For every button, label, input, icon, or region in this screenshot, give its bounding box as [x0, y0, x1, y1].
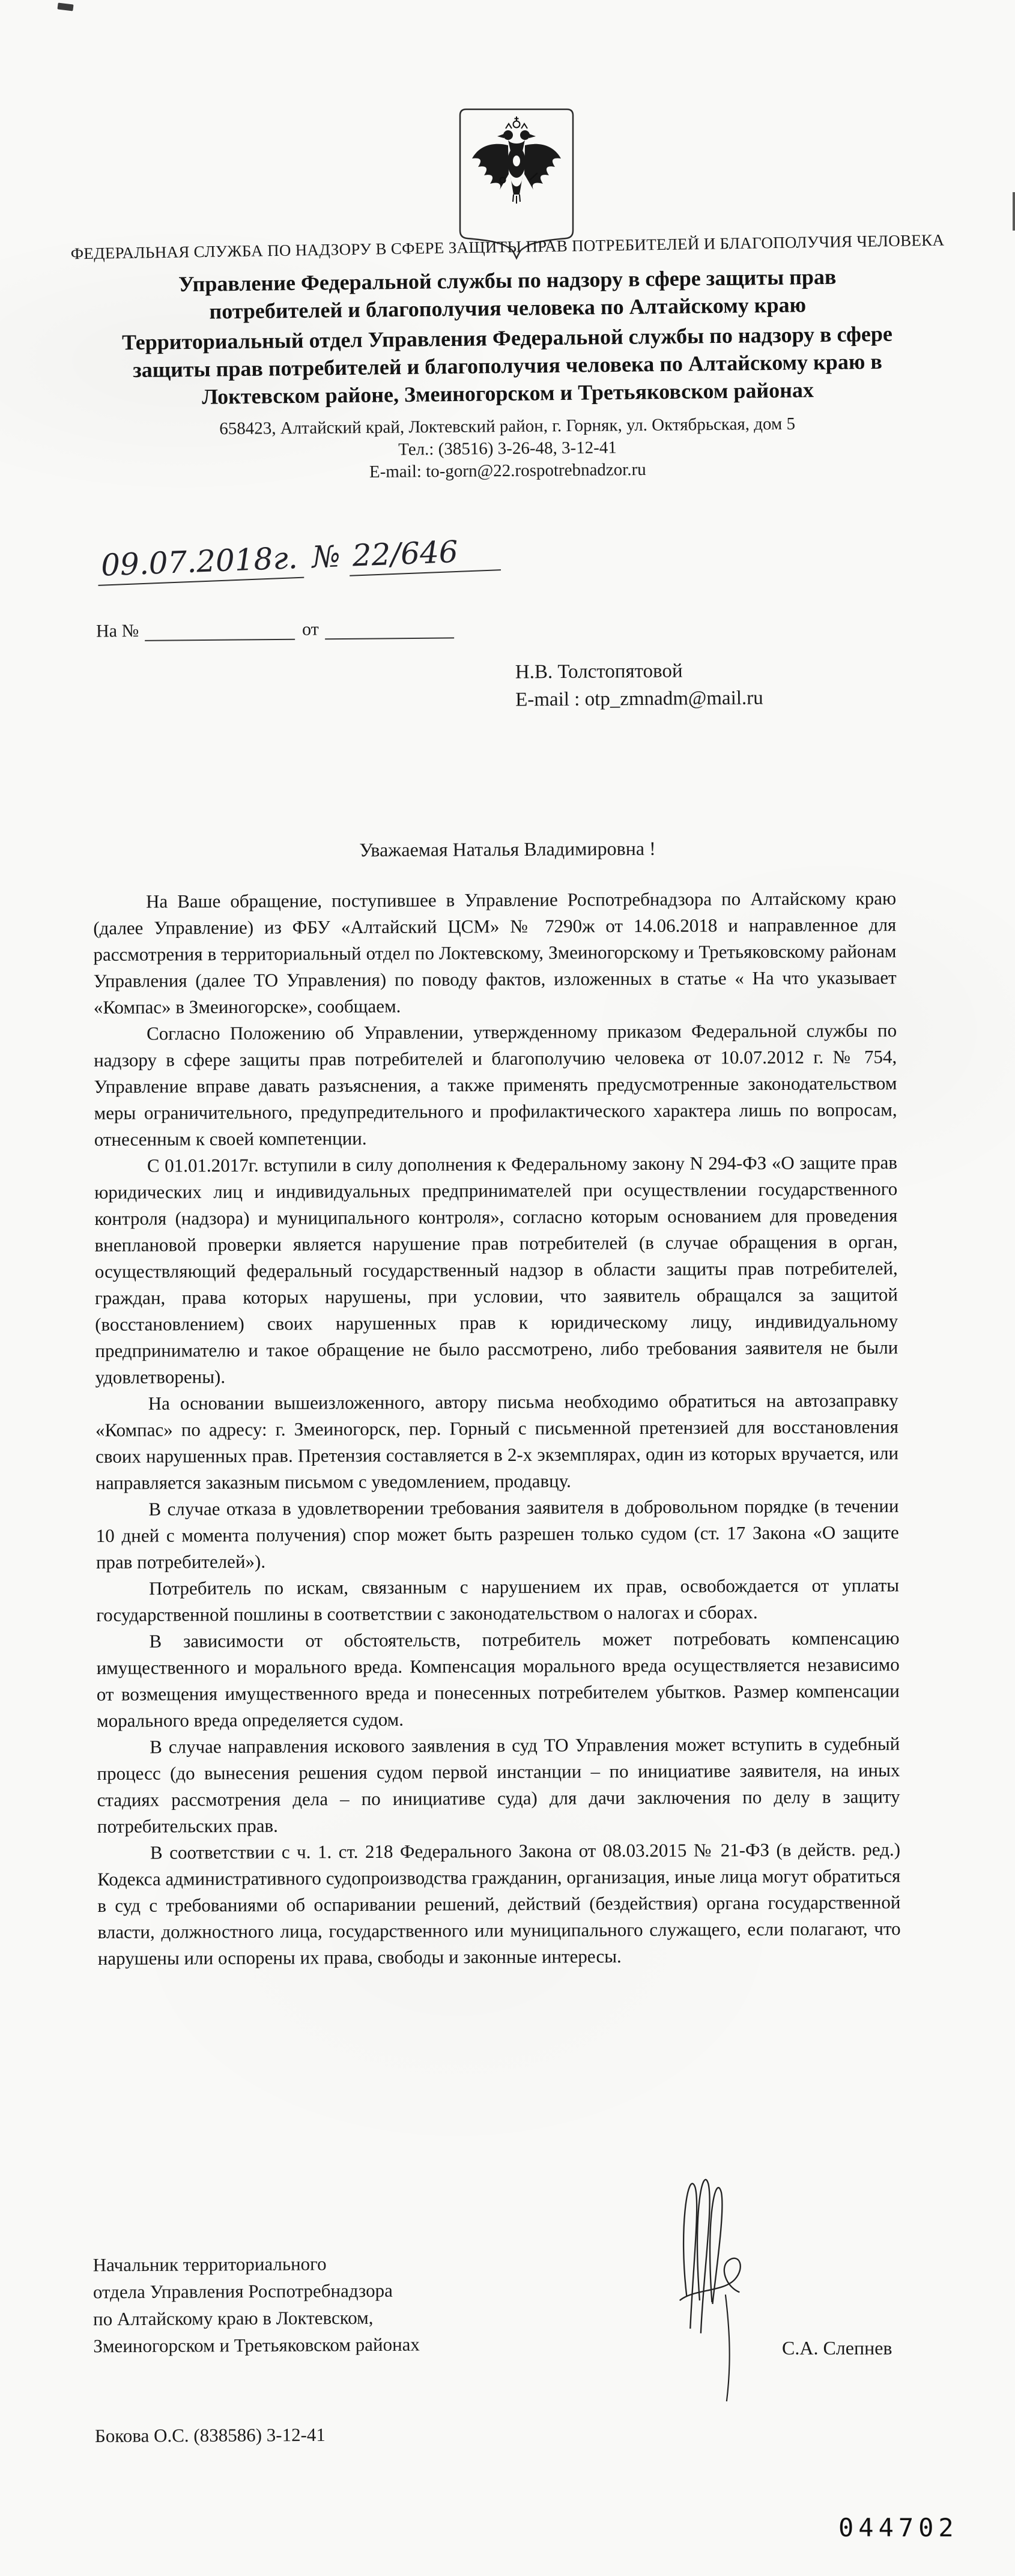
- letter-body: [93, 885, 901, 1972]
- reply-from-label: от: [301, 619, 319, 639]
- body-paragraph: С 01.01.2017г. вступили в силу дополнения к Федеральному закону N 294-ФЗ «О защите прав юридических лиц и индивидуальных предпринимателей при осуществлении государственного контроля (надзора) и муниципального контроля», согласно которым основанием для проведения внеплановой проверки является нарушение прав потребителей (в случае обращения в орган, осуществляющий федеральный государственный надзор в области защиты прав потребителей, граждан, права которых нарушены, при условии, что заявитель обращался за защитой (восстановлением) своих нарушенных прав к юридическому лицу, индивидуальному предпринимателю и такое обращение не было рассмотрено, либо требования заявителя не были удовлетворены).: [94, 1152, 898, 1388]
- body-paragraph: В случае отказа в удовлетворении требования заявителя в добровольном порядке (в течении 10 дней с момента получения) спор может быть разрешен только судом (ст. 17 Закона «О защите прав потребителей»).: [95, 1495, 899, 1573]
- signature-icon: [658, 2153, 763, 2405]
- signer-position-block: [93, 2250, 420, 2360]
- body-paragraph: В случае направления искового заявления в суд ТО Управления может вступить в судебный процесс (до вынесения решения судом первой инстанции – по инициативе заявителя, на иных стадиях рассмотрения дела – по инициативе суда) для дачи заключения по делу в защиту потребительских прав.: [97, 1733, 900, 1837]
- signer-position-line: Змеиногорском и Третьяковском районах: [93, 2333, 420, 2357]
- body-paragraph: Потребитель по искам, связанным с нарушением их прав, освобождается от уплаты государственной пошлины в соответствии с законодательством о налогах и сборах.: [96, 1574, 900, 1625]
- addressee-email: E-mail : otp_zmnadm@mail.ru: [515, 687, 763, 711]
- addressee-name: Н.В. Толстопятовой: [515, 660, 683, 683]
- handwritten-date: 09.07.2018г.: [97, 540, 304, 586]
- body-paragraph: Согласно Положению об Управлении, утвержденному приказом Федеральной службы по надзору в сфере защиты прав потребителей и благополучию человека от 10.07.2012 г. № 754, Управление вправе давать разъяснения, а также применять предусмотренные законодательством меры ограничительного, предупредительного и профилактического характера лишь по вопросам, отнесенным к своей компетенции.: [94, 1020, 897, 1150]
- signer-position-line: по Алтайскому краю в Локтевском,: [93, 2306, 374, 2330]
- scan-artifact-corner: [57, 2, 73, 11]
- signer-name: С.А. Слепнев: [782, 2337, 892, 2359]
- email-line: E-mail: to-gorn@22.rospotrebnadzor.ru: [369, 459, 646, 482]
- salutation: Уважаемая Наталья Владимировна !: [359, 837, 656, 861]
- incoming-ref-line: [96, 618, 454, 641]
- body-paragraph: В соответствии с ч. 1. ст. 218 Федерального Закона от 08.03.2015 № 21-ФЗ (в действ. ред.) Кодекса административного судопроизводства гражданин, организация, иные лица могут обратиться в суд с требованиями об оспаривании решений, действий (бездействия) органа государственной власти, должностного лица, государственного или муниципального служащего, если полагают, что нарушены или оспорены их права, свободы и законные интересы.: [97, 1839, 901, 1969]
- body-paragraph: На Ваше обращение, поступившее в Управление Роспотребнадзора по Алтайскому краю (далее Управление) из ФБУ «Алтайский ЦСМ» № 7290ж от 14.06.2018 и направленное для рассмотрения в территориальный отдел по Локтевскому, Змеиногорскому и Третьяковскому районам Управления (далее ТО Управления) по поводу фактов, изложенных в статье « На что указывает «Компас» в Змеиногорске», сообщаем.: [93, 887, 897, 1018]
- postal-address: 658423, Алтайский край, Локтевский район, г. Горняк, ул. Октябрьская, дом 5: [219, 414, 796, 439]
- body-paragraph: В зависимости от обстоятельств, потребитель может потребовать компенсацию имущественного и морального вреда. Компенсация морального вреда осуществляется независимо от возмещения имущественного вреда и понесенных потребителем убытков. Размер компенсации морального вреда определяется судом.: [96, 1627, 900, 1731]
- reply-number-blank: [145, 621, 295, 641]
- handwritten-number: 22/646: [348, 533, 501, 576]
- territorial-department-name: Территориальный отдел Управления Федеральной службы по надзору в сфере защиты прав потребителей и благополучия человека по Алтайскому краю в Локтевском районе, Змеиногорском и Третьяковском районах: [121, 321, 893, 409]
- reply-prefix: На №: [95, 620, 139, 641]
- signer-position-line: Начальник территориального: [92, 2253, 327, 2276]
- scan-artifact-edge: [1013, 192, 1015, 231]
- reply-date-blank: [325, 619, 454, 639]
- outgoing-ref-handwritten: [97, 533, 500, 583]
- agency-name: ФЕДЕРАЛЬНАЯ СЛУЖБА ПО НАДЗОРУ В СФЕРЕ ЗАЩИТЫ ПРАВ ПОТРЕБИТЕЛЕЙ И БЛАГОПОЛУЧИЯ ЧЕЛОВЕКА: [70, 231, 945, 263]
- form-number-stamp: 044702: [838, 2513, 959, 2542]
- number-sign: №: [311, 539, 341, 575]
- signer-position-line: отдела Управления Роспотребнадзора: [92, 2279, 393, 2303]
- department-name: Управление Федеральной службы по надзору в сфере защиты прав потребителей и благополучия человека по Алтайскому краю: [178, 264, 837, 324]
- body-paragraph: На основании вышеизложенного, автору письма необходимо обратиться на автозаправку «Компас» по адресу: г. Змеиногорск, пер. Горный с письменной претензией для восстановления своих нарушенных прав. Претензия составляется в 2-х экземплярах, один из которых вручается, или направляется заказным письмом с уведомлением, продавцу.: [95, 1389, 899, 1493]
- executor-contact: Бокова О.С. (838586) 3-12-41: [94, 2423, 326, 2447]
- contact-block: [147, 413, 868, 485]
- phone-line: Тел.: (38516) 3-26-48, 3-12-41: [398, 438, 617, 459]
- handwritten-signature: [658, 2153, 763, 2405]
- addressee-block: [515, 657, 763, 714]
